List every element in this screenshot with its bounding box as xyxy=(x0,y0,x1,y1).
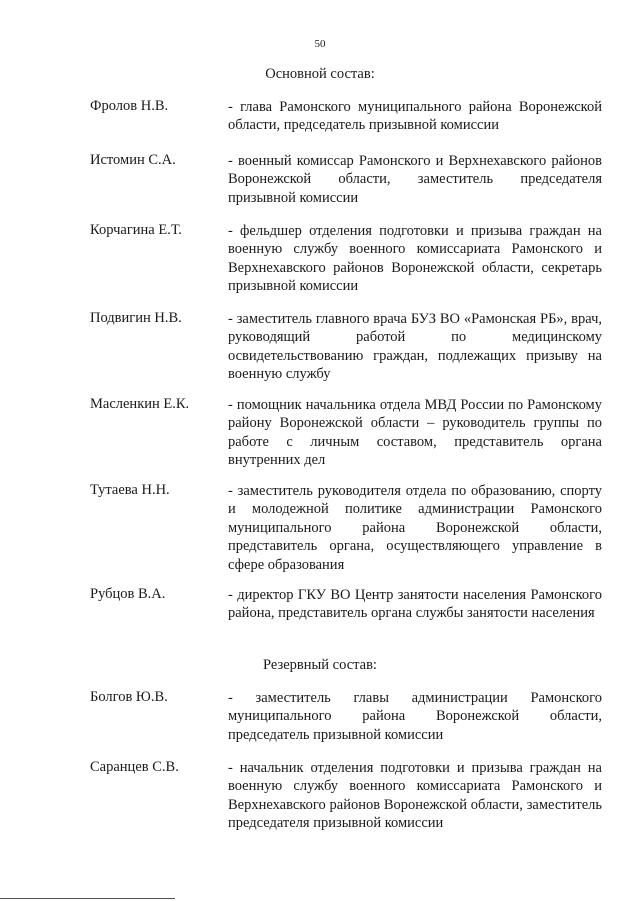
main-section-heading: Основной состав: xyxy=(265,66,375,82)
member-role: - заместитель главного врача БУЗ ВО «Рамонская РБ», врач, руководящий работой по медицинскому освидетельствованию граждан, подлежащих призыву на военную службу xyxy=(228,311,602,383)
scan-edge-line xyxy=(0,898,175,899)
member-role: - начальник отделения подготовки и призыва граждан на военную службу военного комиссариата Рамонского и Верхнехавского районов Воронежской области, заместитель председателя призывной комиссии xyxy=(228,760,602,832)
member-role: - заместитель главы администрации Рамонского муниципального района Воронежской области, председатель призывной комиссии xyxy=(228,690,602,743)
member-name: Корчагина Е.Т. xyxy=(90,222,182,238)
member-role: - фельдшер отделения подготовки и призыва граждан на военную службу военного комиссариата Рамонского и Верхнехавского районов Воронежской области, секретарь призывной комиссии xyxy=(228,223,602,295)
member-name: Истомин С.А. xyxy=(90,152,176,168)
member-name: Саранцев С.В. xyxy=(90,759,179,775)
reserve-section-heading: Резервный состав: xyxy=(263,657,377,673)
member-role: - заместитель руководителя отдела по образованию, спорту и молодежной политике администрации Рамонского муниципального района Воронежской области, представитель органа, осуществляющего управление в сфере образования xyxy=(228,483,602,573)
member-name: Тутаева Н.Н. xyxy=(90,482,170,498)
member-role: - директор ГКУ ВО Центр занятости населения Рамонского района, представитель органа службы занятости населения xyxy=(228,587,602,622)
member-role: - глава Рамонского муниципального района Воронежской области, председатель призывной комиссии xyxy=(228,99,602,134)
member-name: Фролов Н.В. xyxy=(90,98,169,114)
member-name: Рубцов В.А. xyxy=(90,586,166,602)
member-name: Болгов Ю.В. xyxy=(90,689,168,705)
member-name: Подвигин Н.В. xyxy=(90,310,182,326)
member-role: - военный комиссар Рамонского и Верхнехавского районов Воронежской области, заместитель председателя призывной комиссии xyxy=(228,153,602,206)
page-number: 50 xyxy=(314,38,326,50)
member-name: Масленкин Е.К. xyxy=(90,396,190,412)
member-role: - помощник начальника отдела МВД России по Рамонскому району Воронежской области – руководитель группы по работе с личным составом, представитель органа внутренних дел xyxy=(228,397,602,469)
